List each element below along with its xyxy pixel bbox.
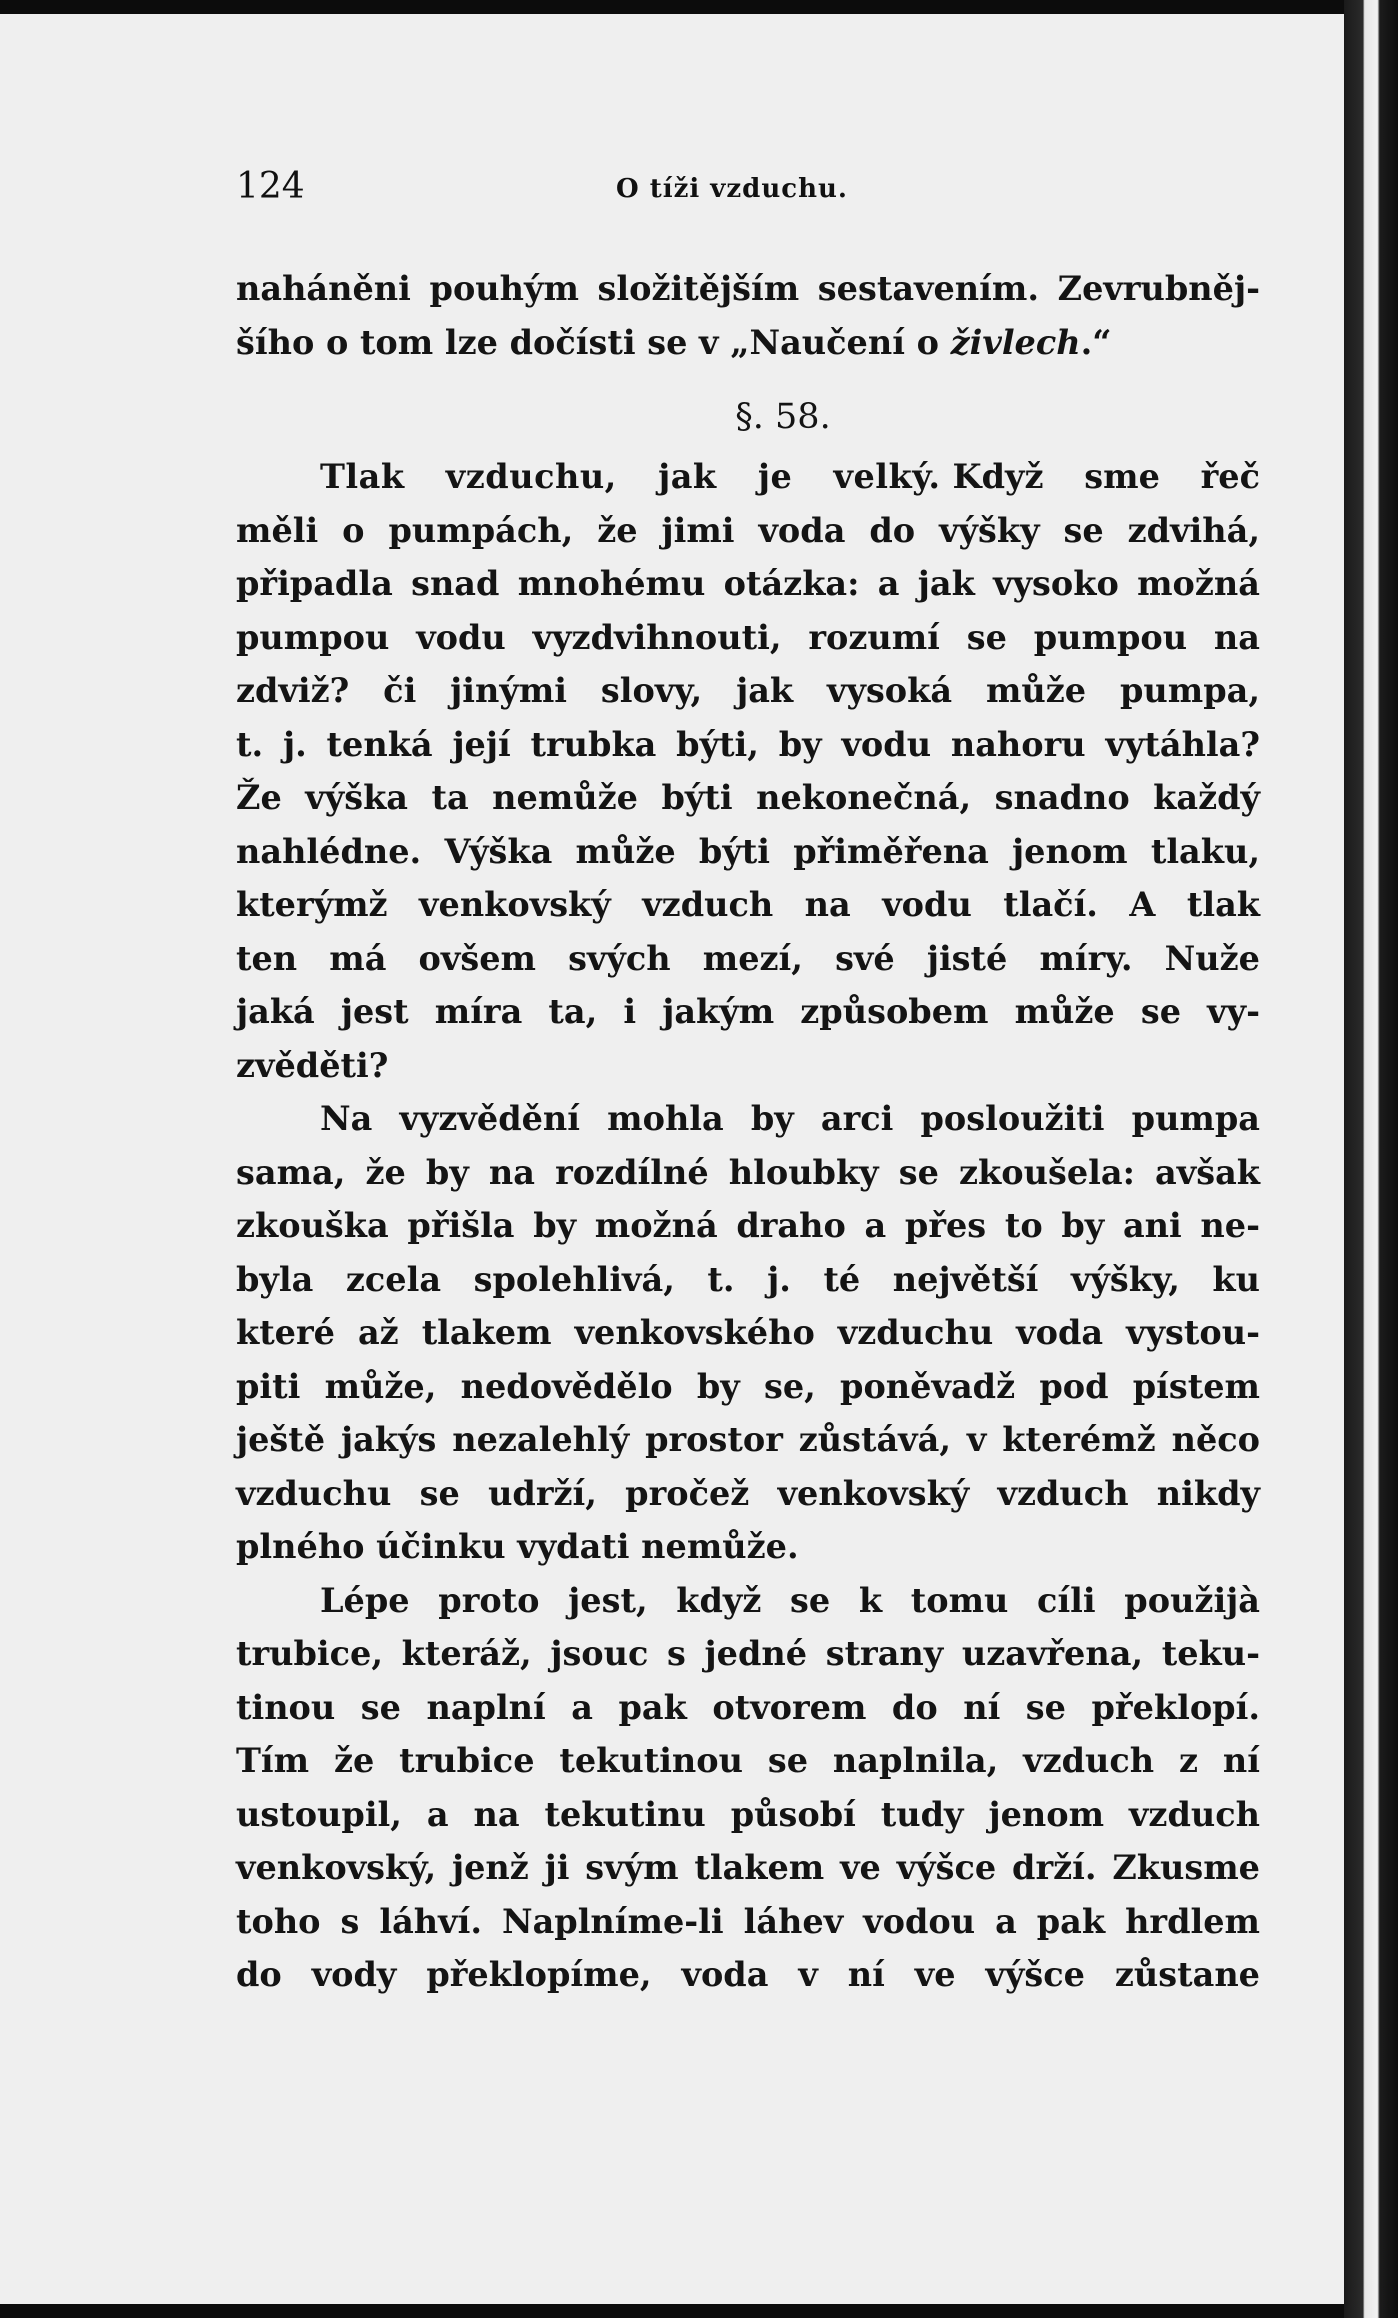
text-line: Lépe proto jest, když se k tomu cíli použijà [320, 1580, 1260, 1620]
text-line: toho s láhví. Naplníme-li láhev vodou a pak hrdlem [236, 1901, 1260, 1941]
text-line: do vody překlopíme, voda v ní ve výšce zůstane [236, 1955, 1260, 1994]
text-line [236, 450, 1260, 504]
text-line: zdviž? či jinými slovy, jak vysoká může pumpa, [236, 671, 1260, 710]
text-line: zvěděti? [236, 1045, 389, 1085]
page-body [236, 262, 1260, 2002]
text-line: plného účinku vydati nemůže. [236, 1527, 799, 1566]
book-spine-edge [1344, 0, 1398, 2318]
page-number: 124 [236, 166, 305, 207]
text-line: piti může, nedovědělo by se, poněvadž pod pístem [236, 1366, 1260, 1406]
text-run: .“ [1080, 322, 1112, 362]
text-line: měli o pumpách, že jimi voda do výšky se zdvihá, [236, 510, 1260, 550]
text-line: zkouška přišla by možná draho a přes to by ani ne- [236, 1206, 1260, 1245]
text-line: které až tlakem venkovského vzduchu voda vystou- [236, 1313, 1260, 1352]
text-line: jaká jest míra ta, i jakým způsobem může se vy- [236, 992, 1260, 1031]
text-line: Na vyzvědění mohla by arci posloužiti pumpa [320, 1099, 1260, 1138]
text-line: tinou se naplní a pak otvorem do ní se překlopí. [236, 1687, 1260, 1727]
text-line: byla zcela spolehlivá, t. j. té největší výšky, ku [236, 1259, 1260, 1299]
text-line: t. j. tenká její trubka býti, by vodu nahoru vytáhla? [236, 724, 1260, 764]
text-line: vzduchu se udrží, pročež venkovský vzduch nikdy [236, 1473, 1260, 1513]
text-line: ten má ovšem svých mezí, své jisté míry. Nuže [236, 938, 1260, 978]
text-line: nahlédne. Výška může býti přiměřena jenom tlaku, [236, 831, 1260, 871]
text-line [236, 316, 1260, 370]
section-number: §. 58. [735, 397, 831, 437]
text-line: ještě jakýs nezalehlý prostor zůstává, v kterémž něco [236, 1420, 1260, 1459]
text-line: Že výška ta nemůže býti nekonečná, snadno každý [236, 778, 1260, 817]
page-header [236, 166, 1260, 226]
text-run: Když sme řeč [952, 457, 1260, 496]
text-line: pumpou vodu vyzdvihnouti, rozumí se pumpou na [236, 617, 1260, 657]
text-line: Tím že trubice tekutinou se naplnila, vzduch z ní [236, 1741, 1260, 1780]
text-line: ustoupil, a na tekutinu působí tudy jenom vzduch [236, 1794, 1260, 1834]
text-line: kterýmž venkovský vzduch na vodu tlačí. A tlak [236, 885, 1260, 924]
running-title: O tíži vzduchu. [616, 174, 848, 204]
text-run: šího o tom lze dočísti se v „Naučení o [236, 322, 951, 362]
text-line: trubice, kteráž, jsouc s jedné strany uzavřena, teku- [236, 1634, 1260, 1673]
text-line: venkovský, jenž ji svým tlakem ve výšce drží. Zkusme [236, 1848, 1260, 1887]
text-line: naháněni pouhým složitějším sestavením. Zevrubněj- [236, 269, 1260, 308]
italic-word: živlech [950, 322, 1081, 362]
text-line: sama, že by na rozdílné hloubky se zkoušela: avšak [236, 1152, 1260, 1192]
text-line: připadla snad mnohému otázka: a jak vysoko možná [236, 564, 1260, 603]
section-heading: Tlak vzduchu, jak je velký. [320, 457, 941, 496]
